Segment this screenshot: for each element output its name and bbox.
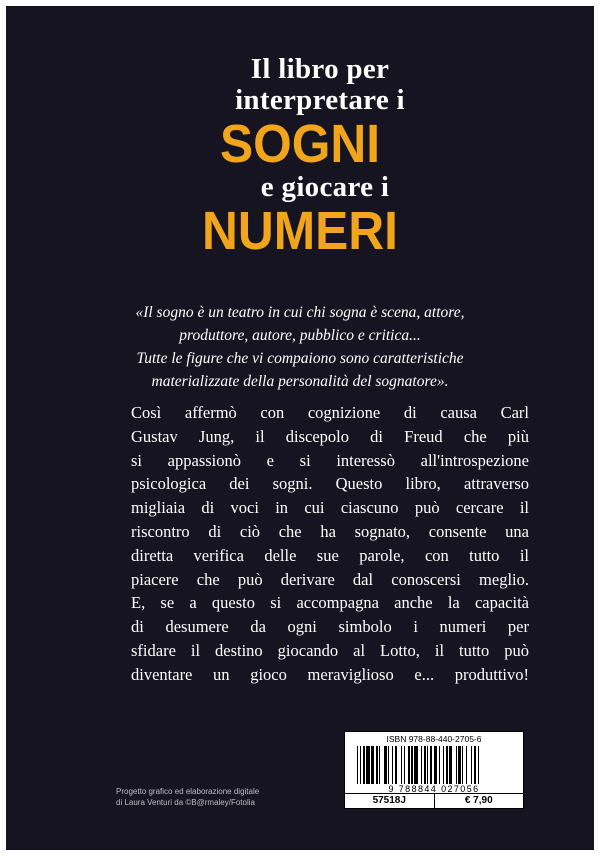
blurb-line: migliaia di voci in cui ciascuno può cercare il (131, 498, 529, 518)
blurb-line: riscontro di ciò che ha sognato, consente una (131, 521, 529, 541)
ean-digits: 9 788844 027056 (388, 784, 480, 794)
blurb-line: si appassionò e si interessò all'introspezione (131, 450, 529, 470)
code-price-row (345, 793, 523, 808)
isbn-text: ISBN 978-88-440-2705-6 (386, 734, 482, 744)
title-sogni: SOGNI (219, 114, 381, 174)
quote-line: «Il sogno è un teatro in cui chi sogna è scena, attore, (135, 304, 465, 321)
blurb-line: di desumere da ogni simbolo i numeri per (131, 617, 529, 637)
credits-line-2: di Laura Venturi da ©B@rmaley/Fotolia (116, 798, 255, 807)
blurb-paragraph (131, 401, 529, 687)
quote-line: Tutte le figure che vi compaiono sono caratteristiche (136, 350, 464, 367)
title-line-4: e giocare i (260, 171, 390, 203)
barcode-bar (479, 746, 480, 784)
title-line-1: Il libro per (250, 53, 390, 85)
title-numeri: NUMERI (202, 201, 398, 261)
back-cover (6, 6, 594, 850)
quote-line: materializzate della personalità del sognatore». (151, 373, 449, 390)
title-line-2: interpretare i (235, 84, 405, 116)
price: € 7,90 (434, 794, 524, 808)
blurb-line: psicologica dei sogni. Questo libro, attraverso (131, 474, 529, 494)
product-code: 57518J (372, 795, 406, 806)
barcode-bars (357, 746, 517, 784)
blurb-line: diventare un gioco meraviglioso e... produttivo! (131, 664, 529, 684)
blurb-line: Così affermò con cognizione di causa Carl (131, 403, 529, 422)
design-credits (116, 786, 259, 808)
blurb-line: Gustav Jung, il discepolo di Freud che più (131, 426, 529, 446)
blurb-line: diretta verifica delle sue parole, con tutto il (131, 545, 529, 565)
quote-line: produttore, autore, pubblico e critica... (179, 327, 421, 344)
blurb-line: E, se a questo si accompagna anche la capacità (131, 593, 529, 613)
blurb-line: sfidare il destino giocando al Lotto, il tutto può (131, 640, 529, 660)
credits-line-1: Progetto grafico ed elaborazione digitale (116, 787, 260, 796)
jung-quote (46, 301, 554, 393)
blurb-line: piacere che può derivare dal conoscersi meglio. (131, 569, 529, 589)
title-block (6, 54, 594, 259)
barcode-label (344, 731, 524, 809)
